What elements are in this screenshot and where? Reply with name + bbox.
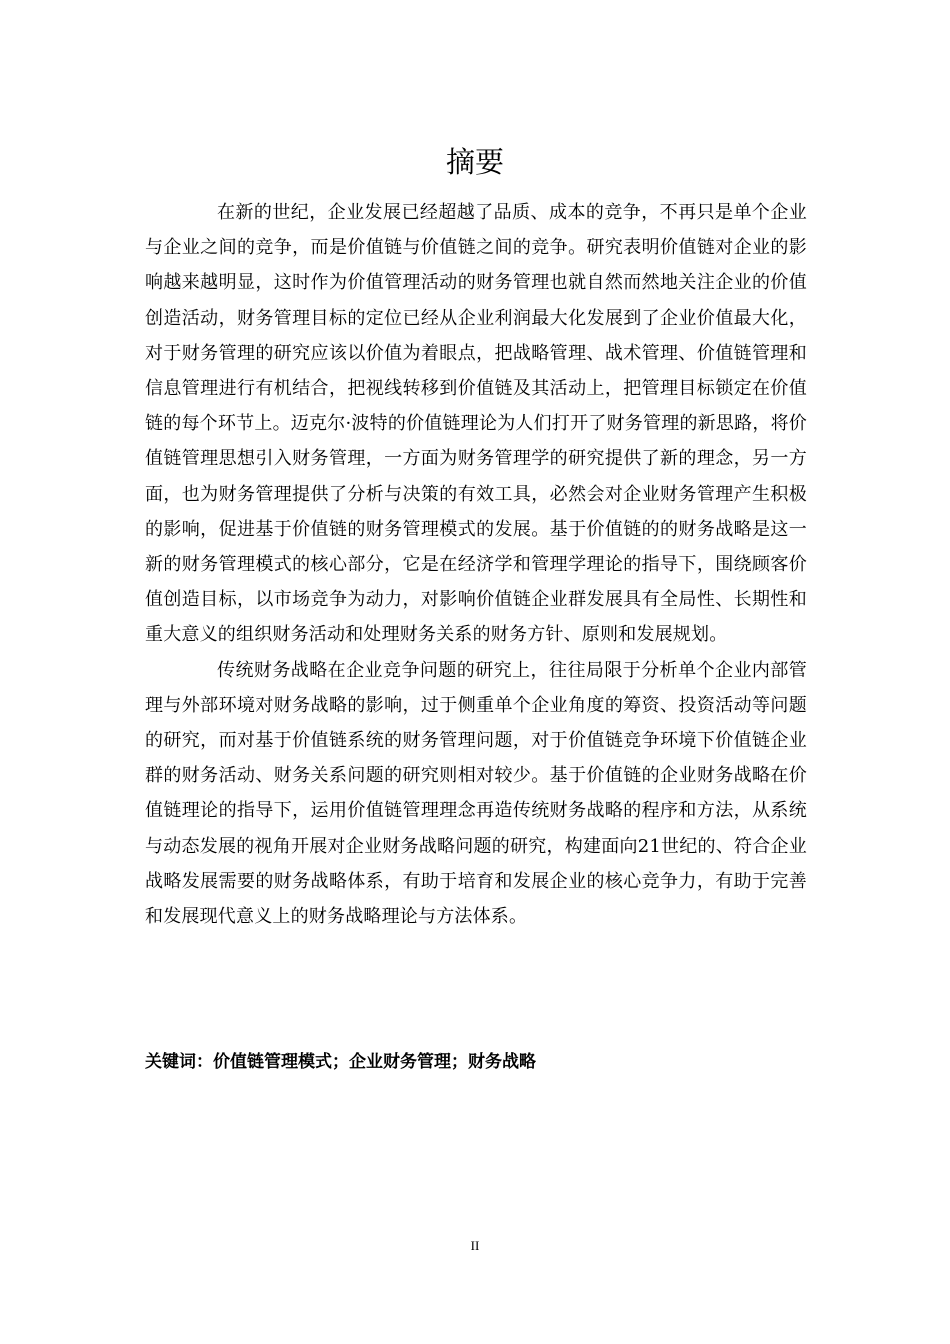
keywords-line: 关键词：价值链管理模式；企业财务管理；财务战略 (145, 1052, 536, 1072)
page-number: II (470, 1238, 480, 1253)
abstract-paragraph-2: 传统财务战略在企业竞争问题的研究上，往往局限于分析单个企业内部管理与外部环境对财务战略的影响，过于侧重单个企业角度的筹资、投资活动等问题的研究，而对基于价值链系统的财务管理问题，对于价值链竞争环境下价值链企业群的财务活动、财务关系问题的研究则相对较少。基于价值链的企业财务战略在价值链理论的指导下，运用价值链管理理念再造传统财务战略的程序和方法，从系统与动态发展的视角开展对企业财务战略问题的研究，构建面向21世纪的、符合企业战略发展需要的财务战略体系，有助于培育和发展企业的核心竞争力，有助于完善和发展现代意义上的财务战略理论与方法体系。 (145, 659, 807, 928)
page-title: 摘要 (445, 145, 504, 179)
abstract-body (145, 195, 807, 934)
abstract-paragraph-1: 在新的世纪，企业发展已经超越了品质、成本的竞争，不再只是单个企业与企业之间的竞争，而是价值链与价值链之间的竞争。研究表明价值链对企业的影响越来越明显，这时作为价值管理活动的财务管理也就自然而然地关注企业的价值创造活动，财务管理目标的定位已经从企业利润最大化发展到了企业价值最大化，对于财务管理的研究应该以价值为着眼点，把战略管理、战术管理、价值链管理和信息管理进行有机结合，把视线转移到价值链及其活动上，把管理目标锁定在价值链的每个环节上。迈克尔·波特的价值链理论为人们打开了财务管理的新思路，将价值链管理思想引入财务管理，一方面为财务管理学的研究提供了新的理念，另一方面，也为财务管理提供了分析与决策的有效工具，必然会对企业财务管理产生积极的影响，促进基于价值链的财务管理模式的发展。基于价值链的的财务战略是这一新的财务管理模式的核心部分，它是在经济学和管理学理论的指导下，围绕顾客价值创造目标，以市场竞争为动力，对影响价值链企业群发展具有全局性、长期性和重大意义的组织财务活动和处理财务关系的财务方针、原则和发展规划。 (145, 202, 807, 646)
